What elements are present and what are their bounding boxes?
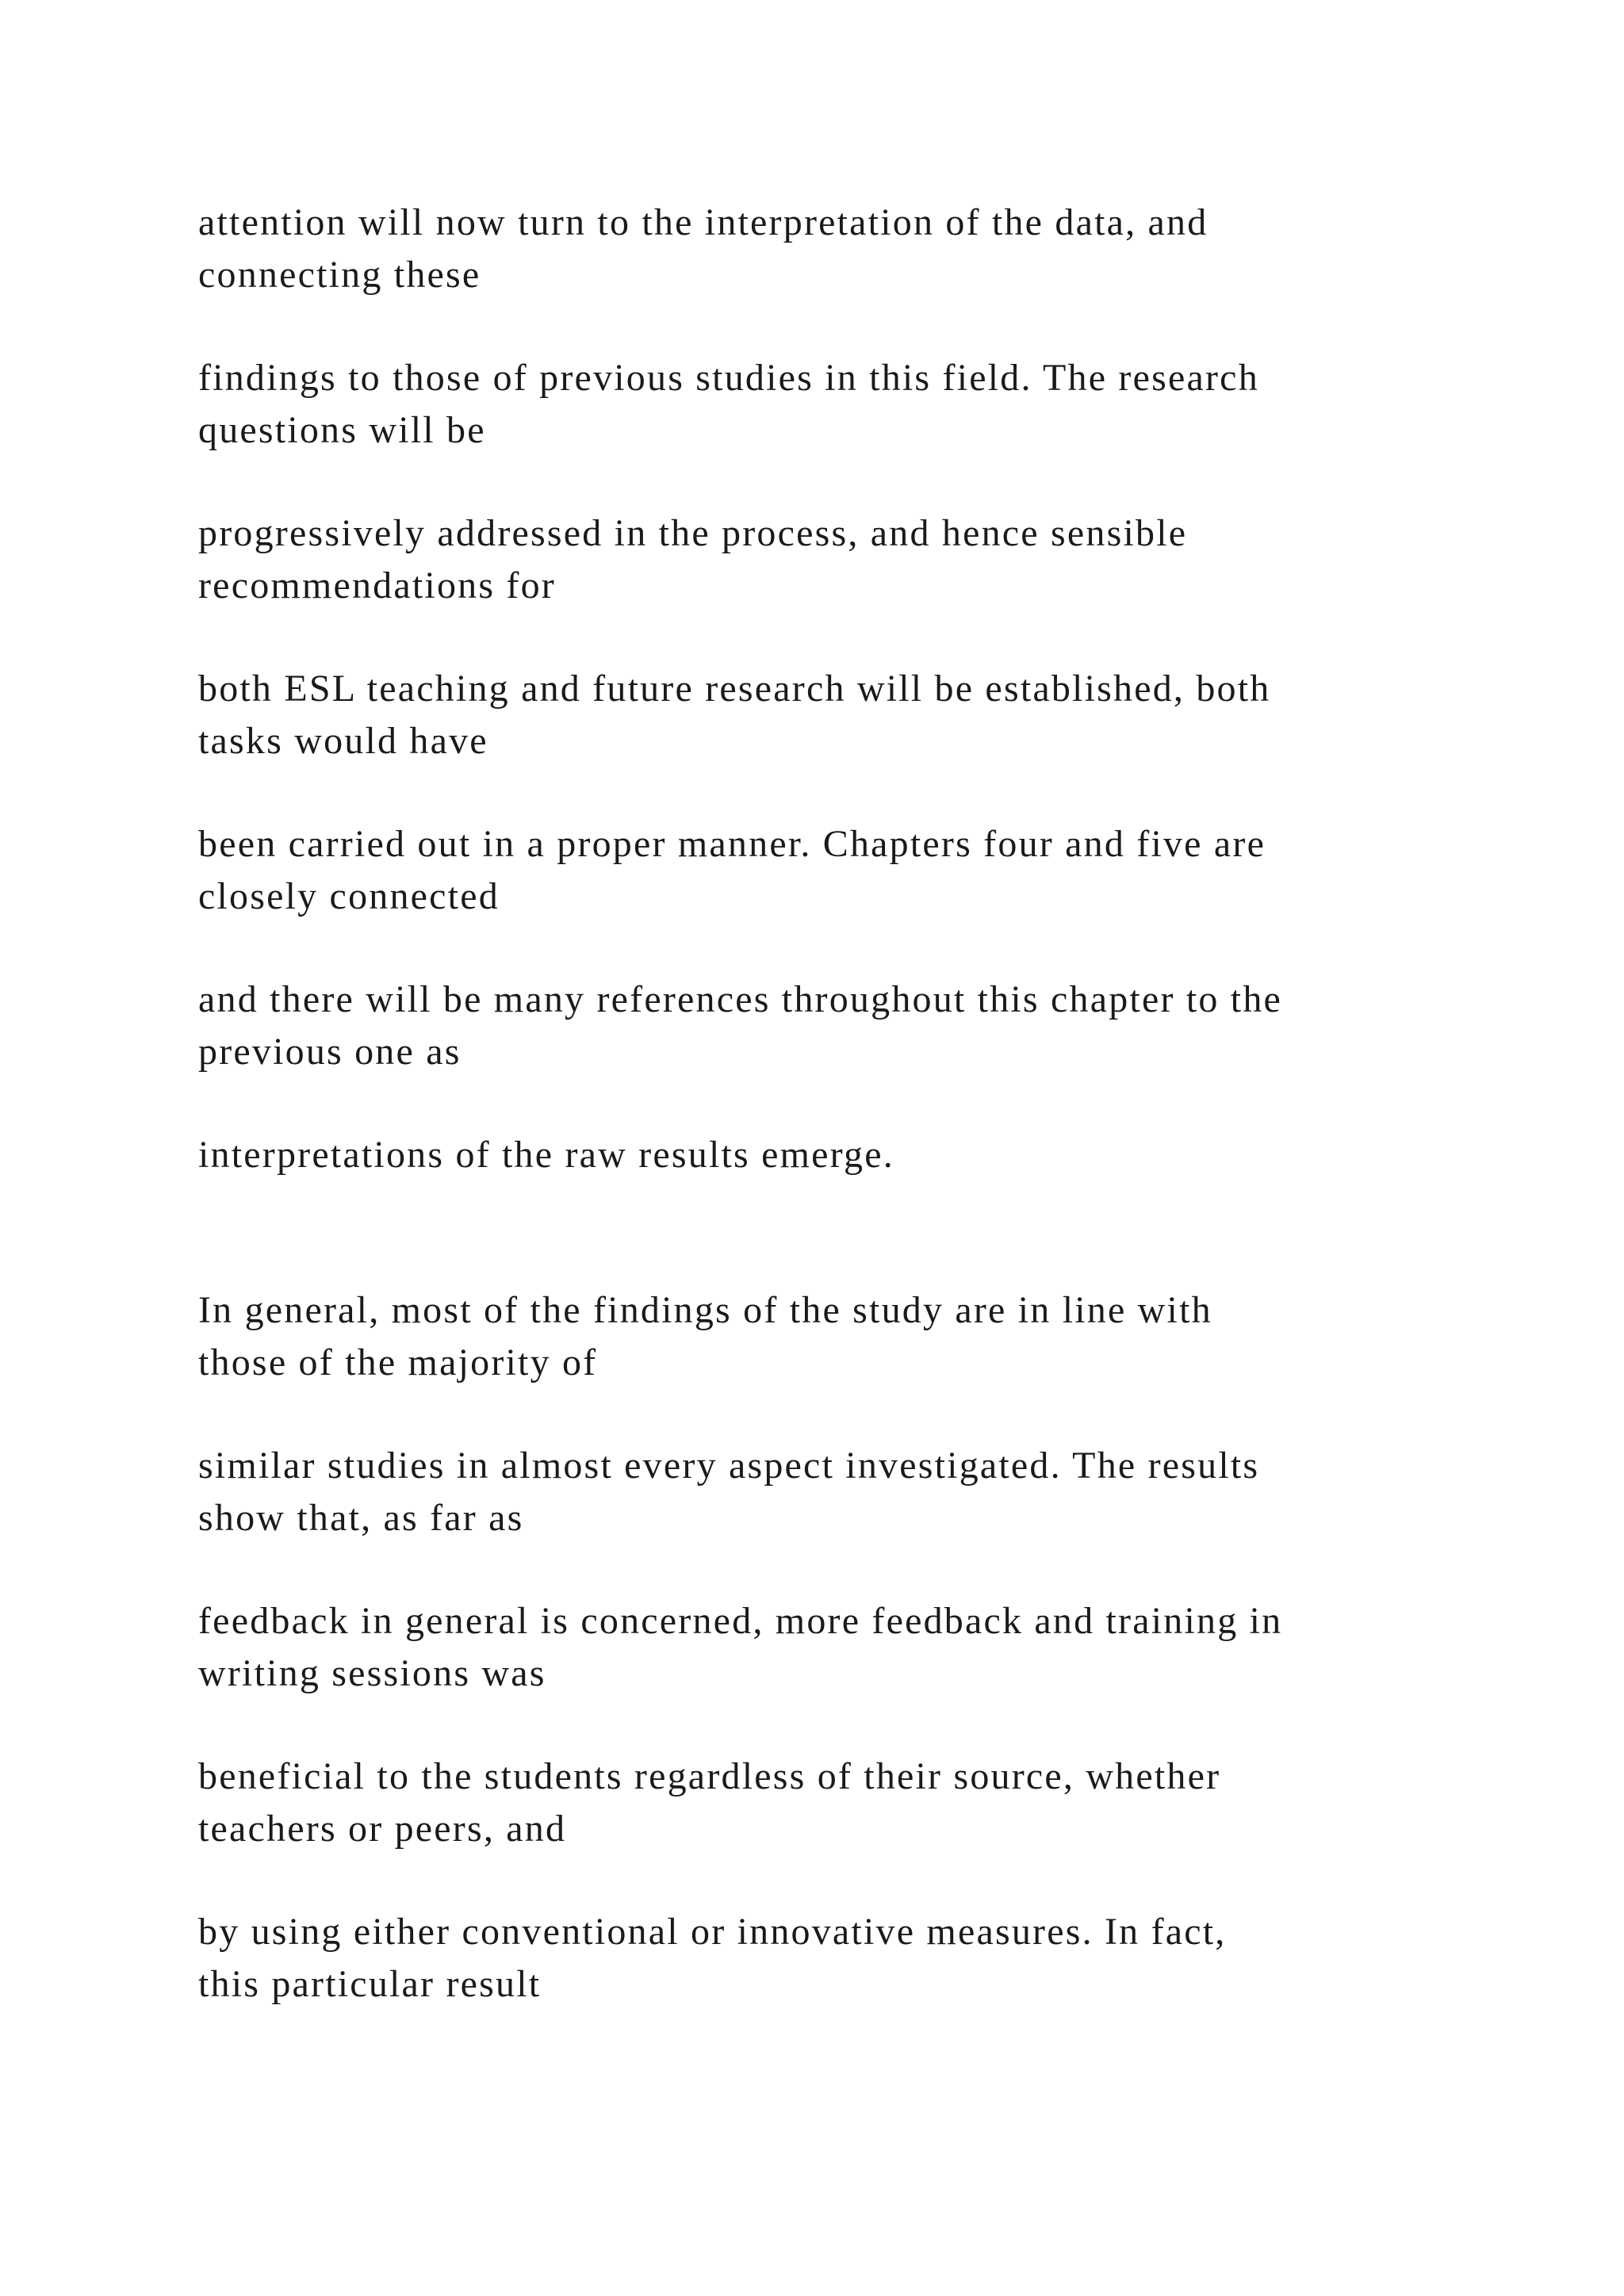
paragraph [198, 974, 1546, 1078]
text-line: questions will be [198, 409, 486, 451]
text-line: been carried out in a proper manner. Chapters four and five are [198, 823, 1266, 865]
paragraph [198, 663, 1546, 767]
text-line: similar studies in almost every aspect investigated. The results [198, 1445, 1260, 1487]
text-line: previous one as [198, 1031, 462, 1073]
text-line: progressively addressed in the process, and hence sensible [198, 512, 1188, 554]
text-line: connecting these [198, 254, 481, 296]
text-line: beneficial to the students regardless of their source, whether [198, 1755, 1221, 1797]
text-line: findings to those of previous studies in this field. The research [198, 357, 1259, 399]
document-body [198, 197, 1546, 2061]
text-line: attention will now turn to the interpretation of the data, and [198, 201, 1208, 243]
text-line: and there will be many references throughout this chapter to the [198, 978, 1283, 1020]
text-line: teachers or peers, and [198, 1808, 567, 1850]
paragraph [198, 1751, 1546, 1855]
text-line: recommendations for [198, 564, 556, 607]
text-line: tasks would have [198, 720, 488, 762]
text-line: show that, as far as [198, 1497, 524, 1539]
text-line: writing sessions was [198, 1652, 546, 1694]
text-line: feedback in general is concerned, more feedback and training in [198, 1600, 1283, 1642]
paragraph [198, 197, 1546, 301]
text-line: by using either conventional or innovative measures. In fact, [198, 1911, 1227, 1953]
text-line: those of the majority of [198, 1341, 598, 1383]
paragraph [198, 818, 1546, 923]
paragraph [198, 1440, 1546, 1544]
text-line: In general, most of the findings of the study are in line with [198, 1289, 1212, 1331]
paragraph [198, 1129, 1546, 1181]
paragraph [198, 1284, 1546, 1389]
text-line: both ESL teaching and future research will be established, both [198, 668, 1271, 710]
paragraph [198, 1595, 1546, 1700]
text-line: interpretations of the raw results emerge. [198, 1134, 894, 1176]
paragraph [198, 352, 1546, 457]
paragraph [198, 1906, 1546, 2011]
text-line: this particular result [198, 1963, 542, 2005]
text-line: closely connected [198, 875, 500, 917]
paragraph [198, 507, 1546, 612]
